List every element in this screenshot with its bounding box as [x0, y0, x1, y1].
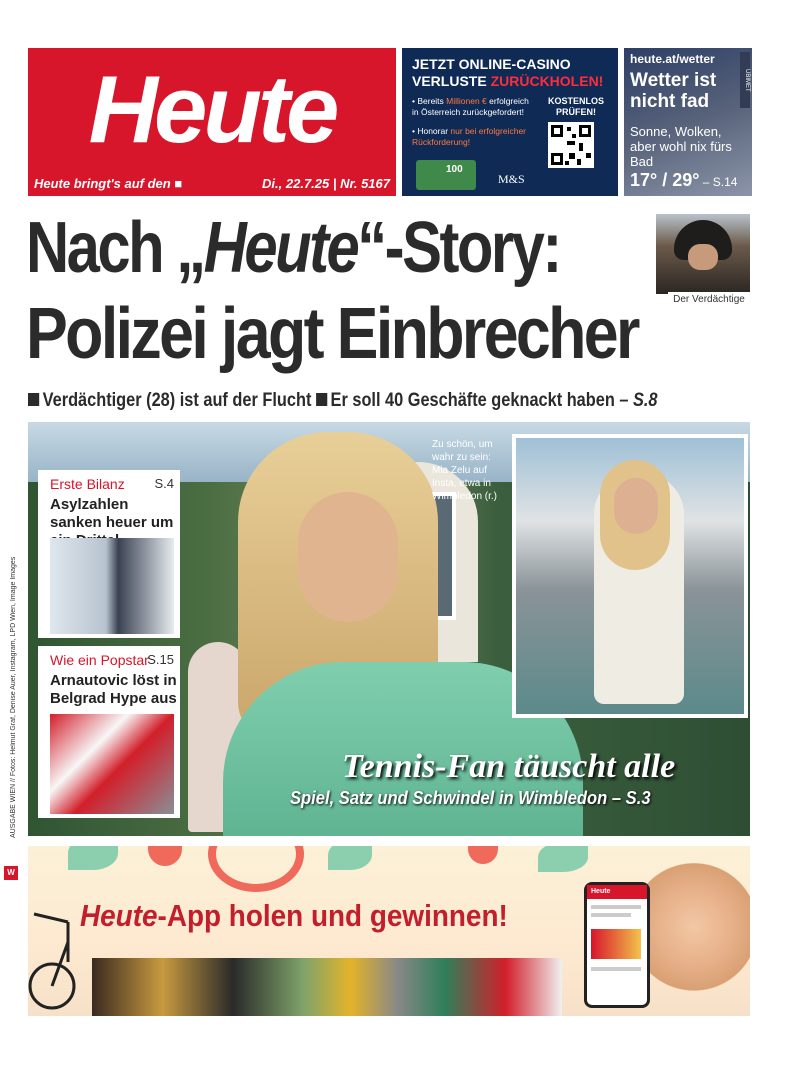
ad-woman-photo [638, 854, 750, 1016]
photo-headline[interactable]: Tennis-Fan täuscht alle [342, 748, 676, 785]
inset-face [614, 478, 658, 534]
casino-headline-line2a: VERLUSTE [412, 73, 491, 89]
phone-banner [591, 929, 641, 959]
casino-bullet-1a: • Bereits [412, 96, 447, 106]
bicycle-icon [28, 902, 88, 1012]
money-value: 100 [446, 164, 463, 175]
side-story-1[interactable] [38, 470, 180, 638]
casino-cta[interactable]: KOSTENLOS PRÜFEN! [547, 96, 604, 117]
side-story-page: S.15 [147, 652, 174, 667]
casino-bullet-1b: Millionen € [446, 96, 487, 106]
ring-decoration [208, 846, 304, 892]
casino-bullet-1 [412, 96, 530, 118]
casino-bullet-2 [412, 126, 530, 148]
app-ad-title-brand: Heute [80, 898, 158, 933]
side-story-kicker: Erste Bilanz [50, 476, 125, 492]
side-story-photo [50, 538, 174, 634]
suspect-photo[interactable] [656, 214, 750, 294]
app-ad-title-rest: -App holen und gewinnen! [157, 898, 508, 933]
casino-headline [412, 56, 612, 90]
side-story-title: Asylzahlen sanken heuer um [50, 496, 174, 531]
weather-page: – S.14 [699, 175, 738, 189]
sub-headline-1: Verdächtiger (28) ist auf der Flucht [42, 390, 312, 411]
leaf-decoration [68, 846, 118, 870]
photo-credit: AUSGABE WIEN // Fotos: Helmut Graf, Denise Auer, Instagram, LPD Wien, Image Images [10, 556, 17, 838]
qr-code-icon[interactable] [548, 122, 594, 168]
issue-date: Di., 22.7.25 | Nr. 5167 [262, 176, 390, 191]
money-icon [416, 160, 476, 190]
sub-headline-page: – S.8 [614, 390, 658, 411]
heute-logo: Heute [88, 56, 336, 163]
square-bullet-icon [28, 393, 39, 406]
casino-headline-line2b: ZURÜCKHOLEN! [490, 73, 604, 89]
phone-line [591, 913, 631, 917]
casino-bullet-2b: nur bei erfolgreicher Rückforderung! [412, 126, 527, 147]
inset-photo-frame[interactable] [512, 434, 748, 718]
headline-part-c: “-Story: [357, 208, 560, 288]
casino-headline-line1: JETZT ONLINE-CASINO [412, 56, 571, 72]
side-story-page: S.4 [154, 476, 174, 491]
app-ad[interactable] [28, 846, 750, 1016]
sub-headline [28, 390, 658, 412]
headline-part-b: Heute [203, 208, 358, 288]
inset-caption: Zu schön, um wahr zu sein: Mia Zelu auf Insta, etwa in Wimbledon (r.) [432, 439, 498, 502]
phone-line [591, 905, 641, 909]
phone-mockup [584, 882, 650, 1008]
weather-temp-values: 17° / 29° [630, 170, 700, 190]
casino-ad[interactable] [402, 48, 618, 196]
tagline: Heute bringt's auf den ■ [34, 176, 183, 191]
casino-bullet-2a: • Honorar [412, 126, 451, 136]
side-story-title: Arnautovic löst in Belgrad Hype aus [50, 672, 177, 707]
casino-brand: M&S [498, 172, 525, 186]
headline-part-a: Nach „ [26, 208, 204, 288]
edition-mark: W [4, 866, 18, 880]
main-headline-line1[interactable] [26, 206, 560, 290]
phone-header: Heute [587, 885, 647, 899]
photo-face [298, 492, 398, 622]
inset-photo [516, 438, 744, 714]
phone-line [591, 967, 641, 971]
leaf-decoration [328, 846, 372, 870]
suspect-caption: Der Verdächtige [668, 292, 750, 308]
photo-subline: Spiel, Satz und Schwindel in Wimbledon – S.3 [290, 788, 651, 808]
prizes-image [92, 958, 562, 1016]
masthead[interactable] [28, 48, 396, 196]
weather-headline: Wetter ist nicht fad [630, 70, 717, 112]
weather-box[interactable] [624, 48, 752, 196]
side-story-photo [50, 714, 174, 814]
leaf-decoration [538, 846, 588, 872]
side-story-2[interactable] [38, 646, 180, 818]
app-ad-title[interactable] [80, 898, 508, 934]
weather-subtitle: Sonne, Wolken, aber wohl nix fürs Bad [630, 124, 732, 169]
melon-decoration [468, 846, 498, 864]
weather-temps [630, 170, 737, 191]
weather-url[interactable]: heute.at/wetter [630, 52, 715, 66]
suspect-face [688, 244, 718, 270]
sub-headline-2: Er soll 40 Geschäfte geknackt haben [330, 390, 615, 411]
square-bullet-icon [316, 393, 327, 406]
weather-sponsor: UBIMET [740, 52, 750, 108]
melon-decoration [148, 846, 182, 866]
main-headline-line2[interactable]: Polizei jagt Einbrecher [26, 294, 638, 374]
side-story-kicker: Wie ein Popstar [50, 652, 149, 668]
casino-bullet-1c: erfolgreich in Österreich zurückgefordert! [412, 96, 529, 117]
